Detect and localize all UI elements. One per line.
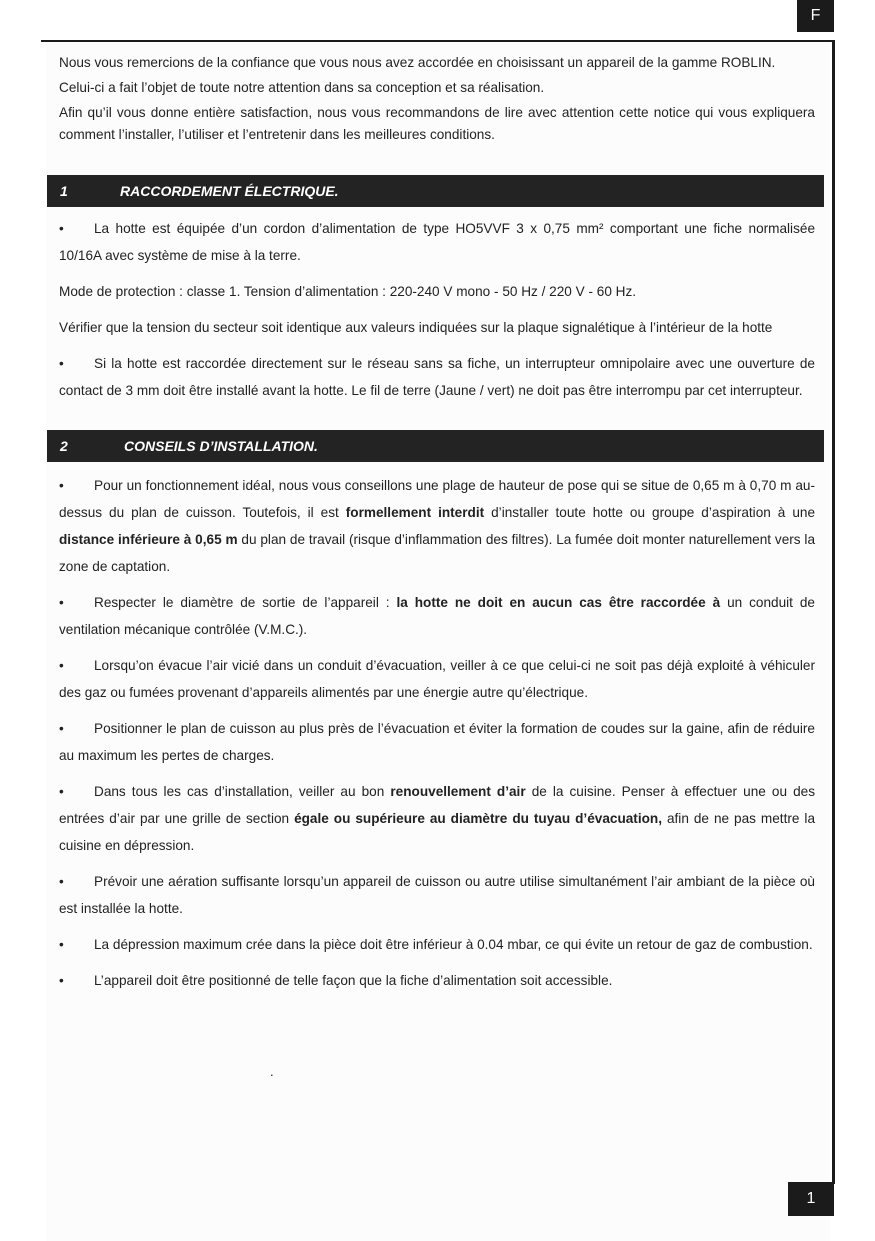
bullet-item: • Respecter le diamètre de sortie de l’appareil : la hotte ne doit en aucun cas être raccordée à un conduit de ventilation mécanique contrôlée (V.M.C.). — [59, 589, 815, 643]
top-rule — [41, 40, 833, 42]
bullet-item: • Dans tous les cas d’installation, veiller au bon renouvellement d’air de la cuisine. Penser à effectuer une ou des entrées d’air par une grille de section égale ou supérieure au diamètre du tuyau d’évacuation, afin de ne pas mettre la cuisine en dépression. — [59, 778, 815, 859]
right-rule — [832, 40, 835, 1184]
bullet-icon: • — [59, 874, 64, 889]
stray-mark: . — [270, 1064, 274, 1079]
bullet-icon: • — [59, 937, 64, 952]
bullet-item: • L’appareil doit être positionné de telle façon que la fiche d’alimentation soit accessible. — [59, 967, 815, 994]
bullet-item: • Positionner le plan de cuisson au plus près de l’évacuation et éviter la formation de coudes sur la gaine, afin de réduire au maximum les pertes de charges. — [59, 715, 815, 769]
section-body-electrical — [59, 215, 815, 413]
bullet-icon: • — [59, 973, 64, 988]
bullet-icon: • — [59, 356, 64, 371]
bullet-icon: • — [59, 658, 64, 673]
language-tab: F — [797, 0, 834, 32]
bullet-item: • Pour un fonctionnement idéal, nous vous conseillons une plage de hauteur de pose qui se situe de 0,65 m à 0,70 m au-dessus du plan de cuisson. Toutefois, il est formellement interdit d’installer toute hotte ou groupe d’aspiration à une distance inférieure à 0,65 m du plan de travail (risque d’inflammation des filtres). La fumée doit monter naturellement vers la zone de captation. — [59, 472, 815, 580]
paragraph: Vérifier que la tension du secteur soit identique aux valeurs indiquées sur la plaque signalétique à l’intérieur de la hotte — [59, 320, 773, 335]
bullet-icon: • — [59, 221, 64, 236]
bullet-icon: • — [59, 478, 64, 493]
bullet-item: • La dépression maximum crée dans la pièce doit être inférieur à 0.04 mbar, ce qui évite un retour de gaz de combustion. — [59, 931, 815, 958]
section-header-electrical — [47, 175, 824, 207]
bullet-item: • Prévoir une aération suffisante lorsqu’un appareil de cuisson ou autre utilise simultanément l’air ambiant de la pièce où est installée la hotte. — [59, 868, 815, 922]
section-number: 2 — [60, 438, 68, 454]
intro-text — [59, 52, 815, 149]
section-title: CONSEILS D’INSTALLATION. — [124, 438, 318, 454]
section-header-installation — [47, 430, 824, 462]
intro-paragraph: Celui-ci a fait l’objet de toute notre attention dans sa conception et sa réalisation. — [59, 80, 545, 95]
page-number: 1 — [788, 1182, 834, 1216]
bullet-icon: • — [59, 595, 64, 610]
paragraph: Mode de protection : classe 1. Tension d’alimentation : 220-240 V mono - 50 Hz / 220 V - 60 Hz. — [59, 284, 637, 299]
bullet-icon: • — [59, 721, 64, 736]
intro-paragraph: Afin qu’il vous donne entière satisfaction, nous vous recommandons de lire avec attention cette notice qui vous expliquera comment l’installer, l’utiliser et l’entretenir dans les meilleures conditions. — [59, 105, 815, 142]
bullet-item: • Lorsqu’on évacue l’air vicié dans un conduit d’évacuation, veiller à ce que celui-ci ne soit pas déjà exploité à véhiculer des gaz ou fumées provenant d’appareils alimentés par une énergie autre qu’électrique. — [59, 652, 815, 706]
section-body-installation — [59, 472, 815, 1003]
bullet-icon: • — [59, 784, 64, 799]
bullet-item: • La hotte est équipée d’un cordon d’alimentation de type HO5VVF 3 x 0,75 mm² comportant une fiche normalisée 10/16A avec système de mise à la terre. — [59, 215, 815, 269]
section-title: RACCORDEMENT ÉLECTRIQUE. — [120, 183, 339, 199]
section-number: 1 — [60, 183, 68, 199]
bullet-item: • Si la hotte est raccordée directement sur le réseau sans sa fiche, un interrupteur omnipolaire avec une ouverture de contact de 3 mm doit être installé avant la hotte. Le fil de terre (Jaune / vert) ne doit pas être interrompu par cet interrupteur. — [59, 350, 815, 404]
intro-paragraph: Nous vous remercions de la confiance que vous nous avez accordée en choisissant un appareil de la gamme ROBLIN. — [59, 55, 776, 70]
